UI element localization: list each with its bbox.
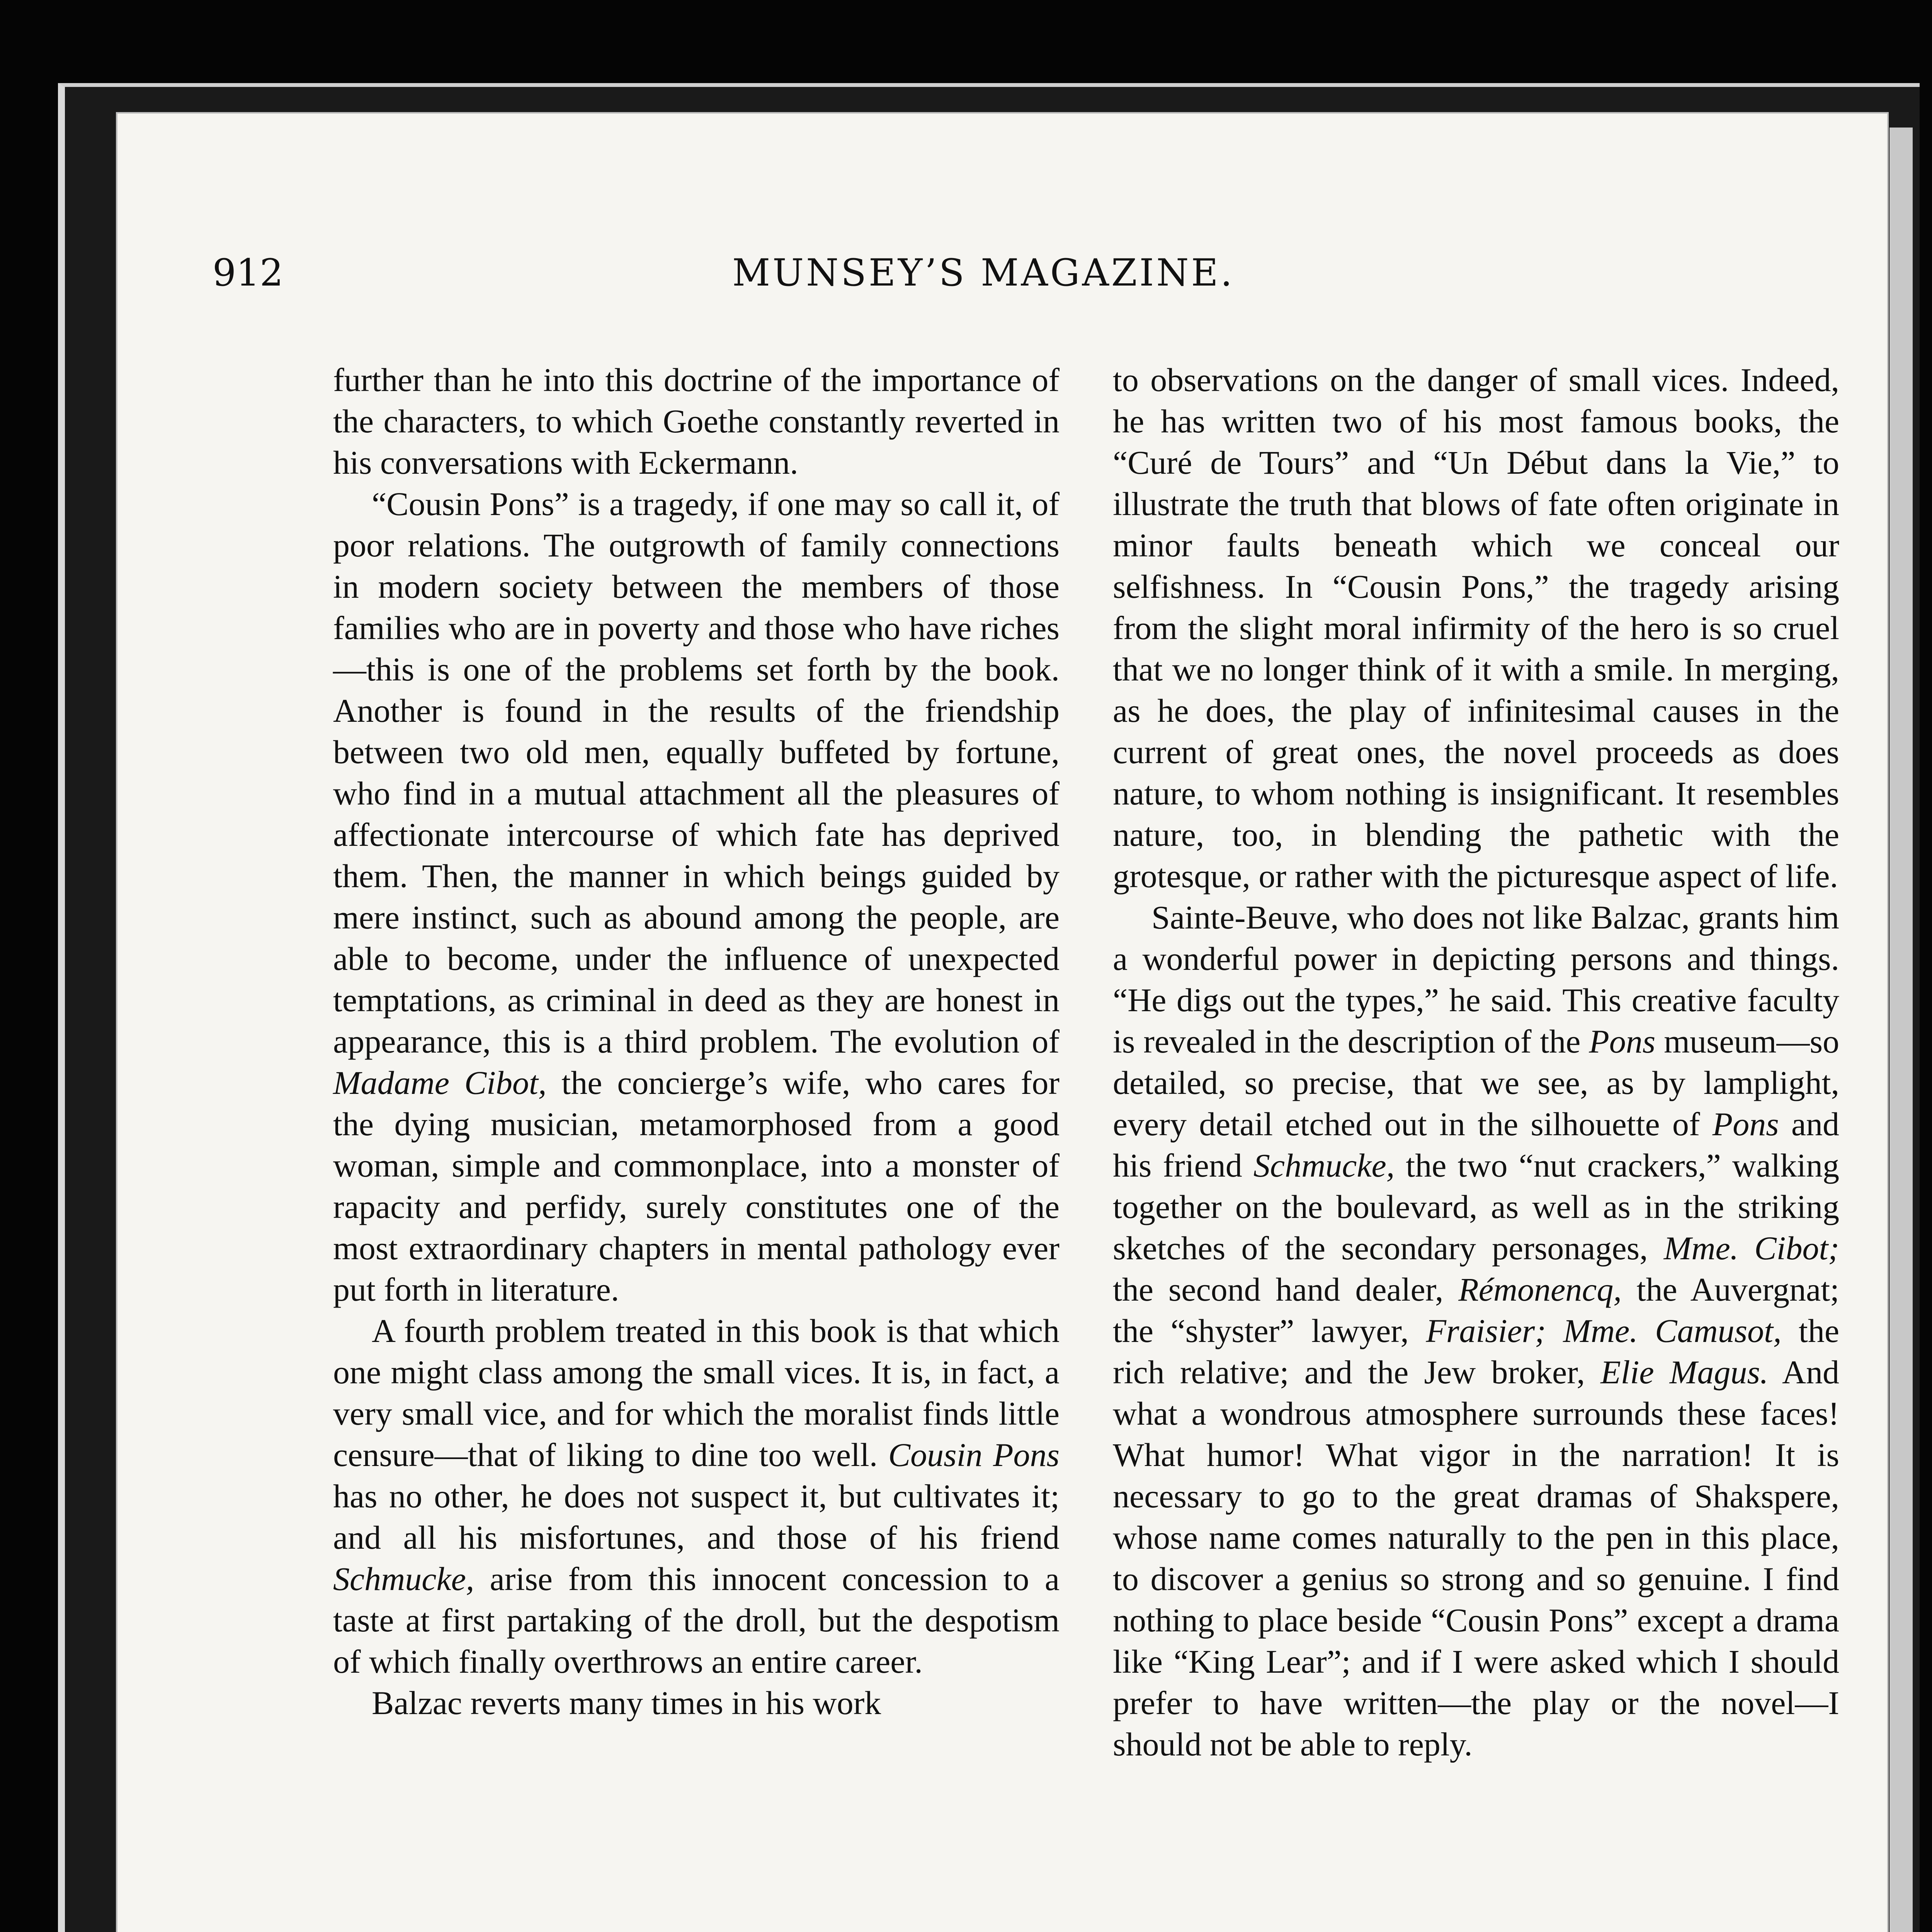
paragraph bbox=[333, 359, 1060, 483]
text-run: Sainte-Beuve, who does not like Balzac, grants him a wonderful power in depicting persons and things. “He digs out the types,” he said. This creative faculty is revealed in the description of the bbox=[1113, 899, 1839, 1060]
text-run: the concierge’s wife, who cares for the dying musician, metamorphosed from a good woman, simple and commonplace, into a monster of rapacity and perfidy, surely constitutes one of the most extraordinary chapters in mental pathology ever put forth in literature. bbox=[333, 1064, 1060, 1308]
text-run: museum—so detailed, so precise, that we see, as by lamplight, every detail etched out in the silhouette of bbox=[1113, 1023, 1839, 1143]
italic-text: Mme. Cibot; bbox=[1663, 1230, 1839, 1267]
italic-text: Schmucke, bbox=[333, 1560, 474, 1597]
page-header bbox=[213, 251, 1754, 321]
text-run: and his friend bbox=[1113, 1105, 1839, 1184]
paragraph bbox=[333, 1310, 1060, 1682]
text-run: the rich relative; and the Jew broker, bbox=[1113, 1312, 1839, 1391]
text-run: further than he into this doctrine of the importance of the characters, to which Goethe constantly reverted in his conversations with Eckermann. bbox=[333, 361, 1060, 481]
text-run: the second hand dealer, bbox=[1113, 1271, 1459, 1308]
page-edge bbox=[1889, 128, 1913, 1932]
paragraph bbox=[333, 483, 1060, 1310]
text-run: the two “nut crackers,” walking together on the boulevard, as well as in the striking sketches of the secondary personages, bbox=[1113, 1147, 1839, 1267]
italic-text: Cousin Pons bbox=[888, 1436, 1060, 1473]
italic-text: Elie Magus. bbox=[1600, 1354, 1769, 1391]
left-text-column bbox=[333, 359, 1060, 1724]
italic-text: Pons bbox=[1589, 1023, 1656, 1060]
text-run: A fourth problem treated in this book is that which one might class among the small vices. It is, in fact, a very small vice, and for which the moralist finds little censure—that of liking to dine too well. bbox=[333, 1312, 1060, 1473]
paragraph bbox=[1113, 359, 1839, 897]
italic-text: Schmucke, bbox=[1253, 1147, 1395, 1184]
paragraph bbox=[1113, 897, 1839, 1765]
text-run: arise from this innocent concession to a taste at first partaking of the droll, but the despotism of which finally overthrows an entire career. bbox=[333, 1560, 1060, 1680]
italic-text: Fraisier; Mme. Camusot, bbox=[1426, 1312, 1782, 1349]
text-run: “Cousin Pons” is a tragedy, if one may so call it, of poor relations. The outgrowth of family connections in modern society between the members of those families who are in poverty and those who have riches—this is one of the problems set forth by the book. Another is found in the results of the friendship between two old men, equally buffeted by fortune, who find in a mutual attachment all the pleasures of affectionate intercourse of which fate has deprived them. Then, the manner in which beings guided by mere instinct, such as abound among the people, are able to become, under the influence of unexpected temptations, as criminal in deed as they are honest in appearance, this is a third problem. The evolution of bbox=[333, 485, 1060, 1060]
text-run: to observations on the danger of small vices. Indeed, he has written two of his most famous books, the “Curé de Tours” and “Un Début dans la Vie,” to illustrate the truth that blows of fate often originate in minor faults beneath which we conceal our selfishness. In “Cousin Pons,” the tragedy arising from the slight moral infirmity of the hero is so cruel that we no longer think of it with a smile. In merging, as he does, the play of infinitesimal causes in the current of great ones, the novel proceeds as does nature, to whom nothing is insignificant. It resembles nature, too, in blending the pathetic with the grotesque, or rather with the picturesque aspect of life. bbox=[1113, 361, 1839, 895]
italic-text: Madame Cibot, bbox=[333, 1064, 547, 1101]
text-run: And what a wondrous atmosphere surrounds these faces! What humor! What vigor in the narration! It is necessary to go to the great dramas of Shakspere, whose name comes naturally to the pen in this place, to discover a genius so strong and so genuine. I find nothing to place beside “Cousin Pons” except a drama like “King Lear”; and if I were asked which I should prefer to have written—the play or the novel—I should not be able to reply. bbox=[1113, 1354, 1839, 1763]
right-text-column bbox=[1113, 359, 1839, 1765]
page-number: 912 bbox=[213, 251, 284, 294]
text-run: the Auvergnat; the “shyster” lawyer, bbox=[1113, 1271, 1839, 1349]
text-run: has no other, he does not suspect it, but cultivates it; and all his misfortunes, and those of his friend bbox=[333, 1478, 1060, 1556]
italic-text: Rémonencq, bbox=[1458, 1271, 1622, 1308]
italic-text: Pons bbox=[1712, 1105, 1779, 1143]
magazine-title: MUNSEY’S MAGAZINE. bbox=[732, 251, 1235, 294]
paragraph bbox=[333, 1682, 1060, 1724]
text-run: Balzac reverts many times in his work bbox=[372, 1684, 881, 1721]
